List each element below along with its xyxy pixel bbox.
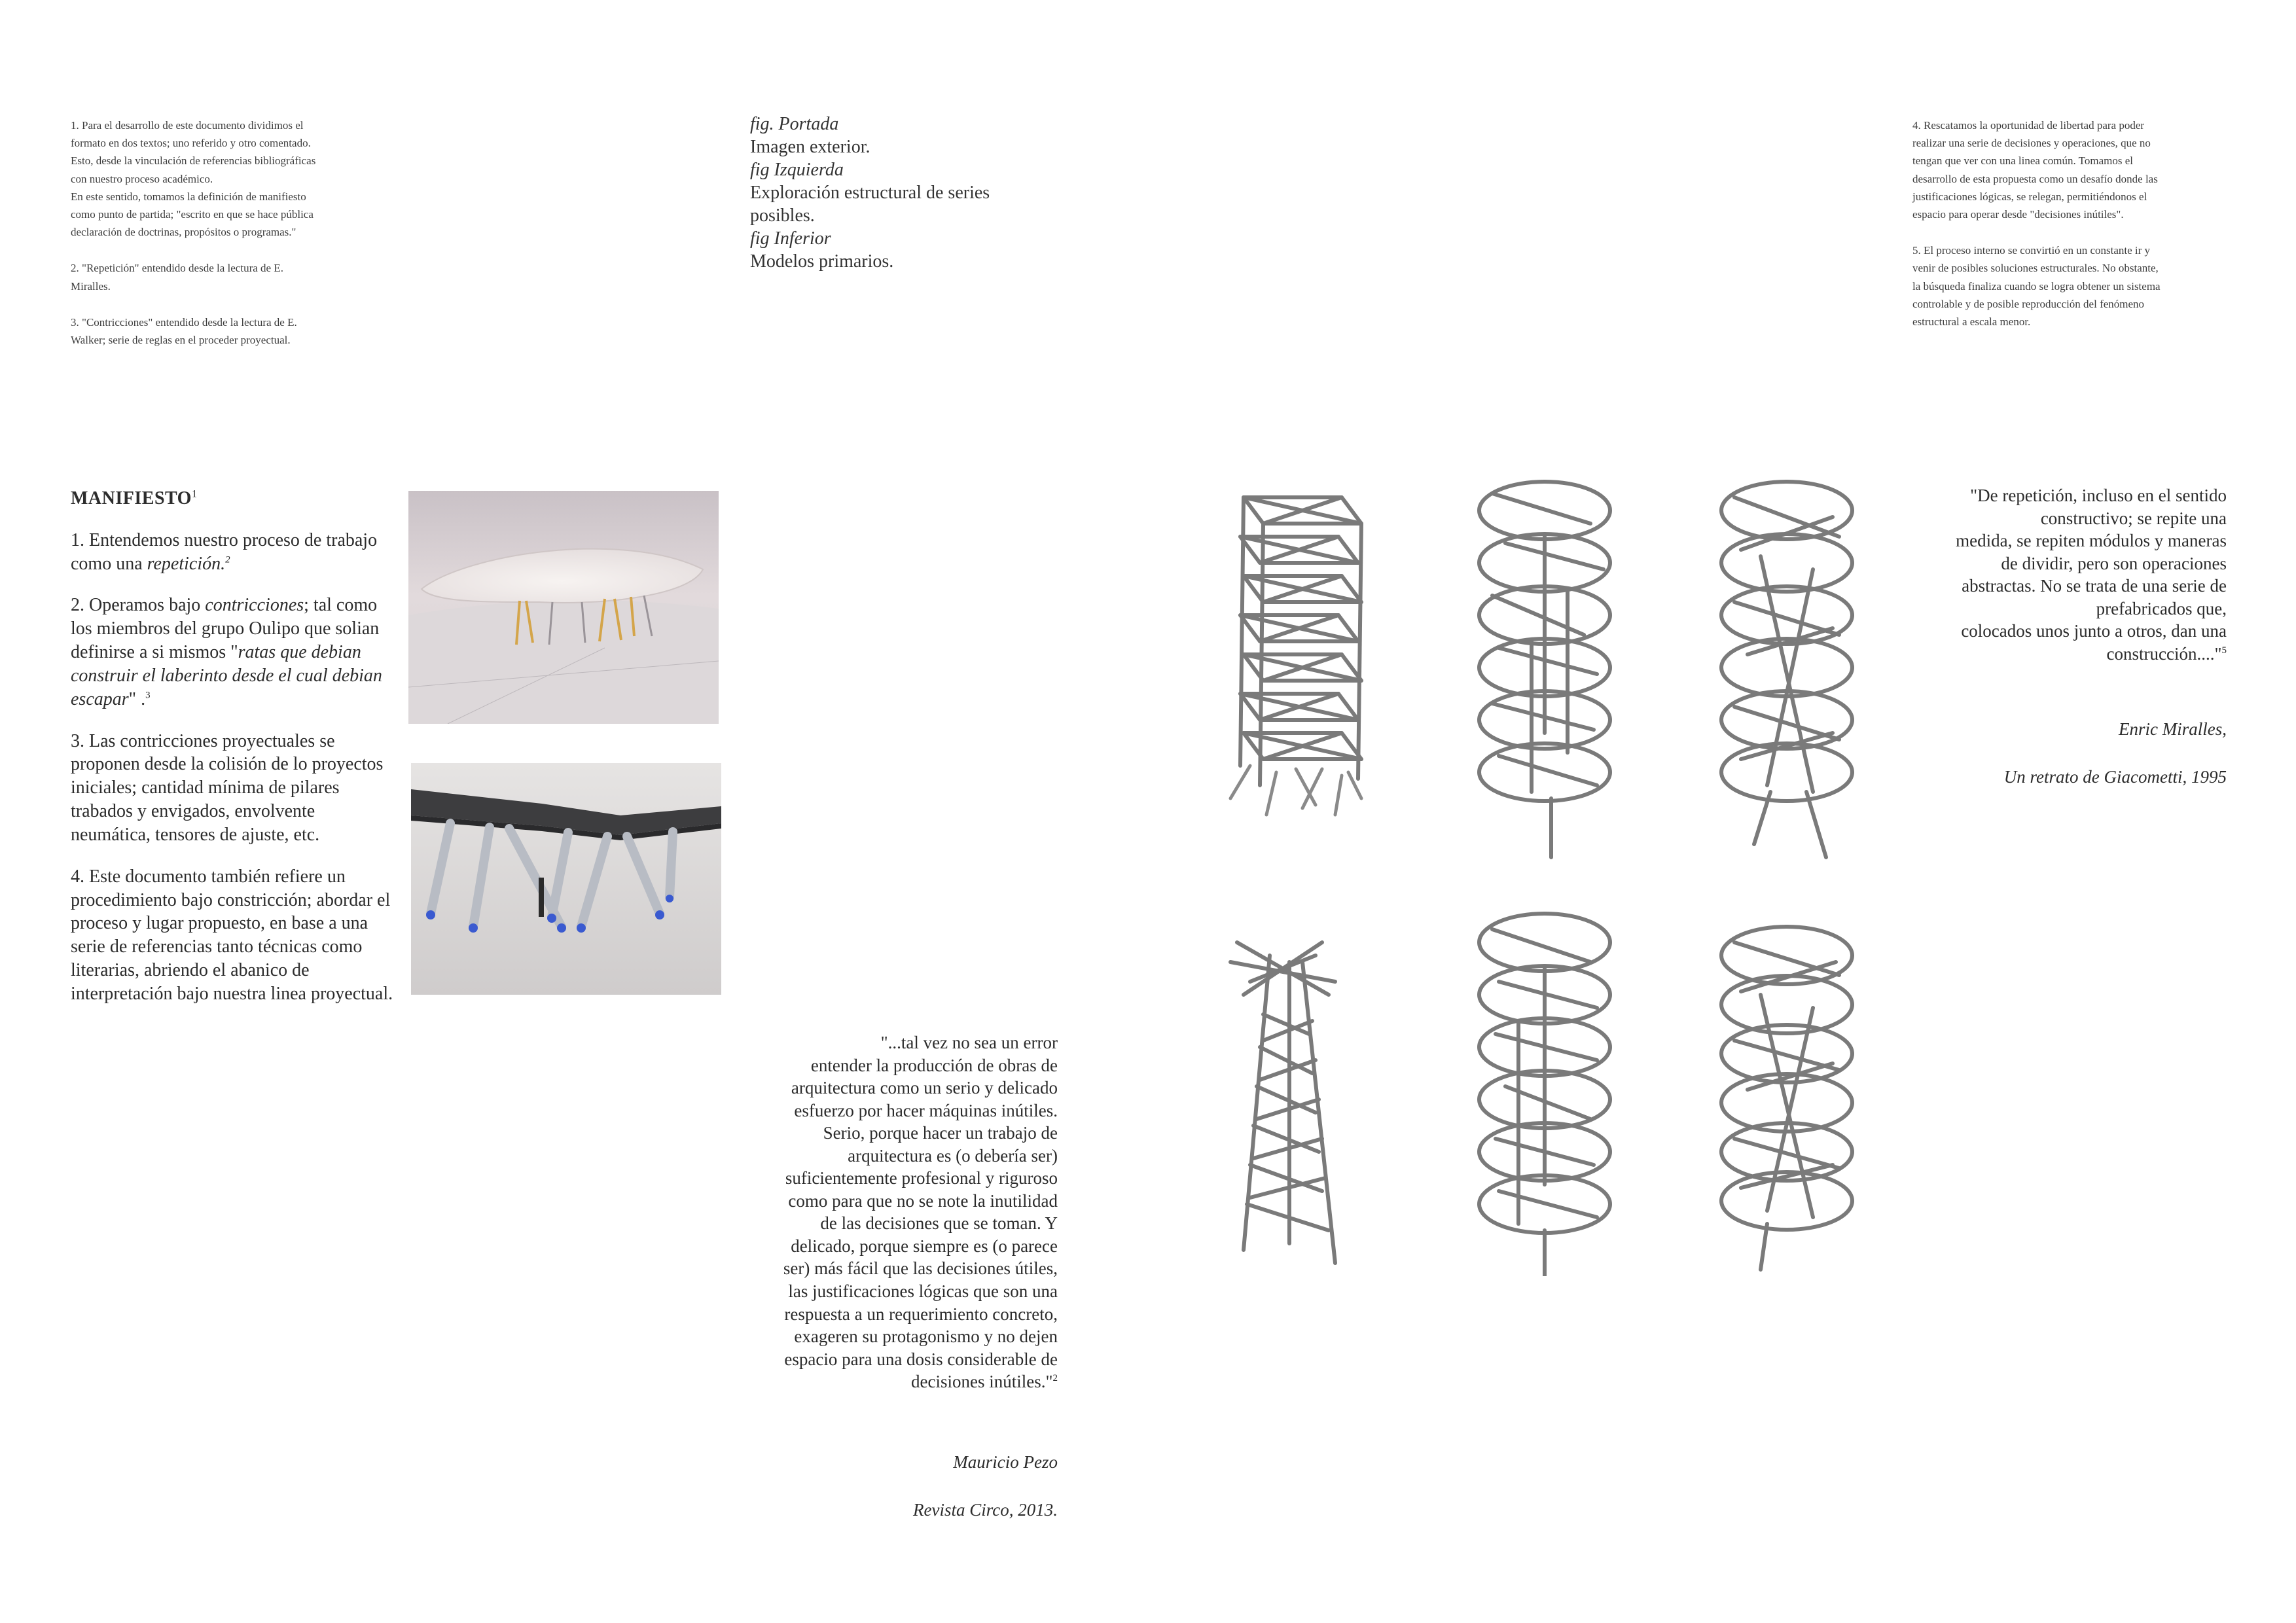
caption-fig-portada-text: Imagen exterior.	[750, 137, 870, 157]
structure-tower-square-lattice	[1230, 497, 1361, 815]
quote-miralles-text: "De repetición, incluso en el sentido constructivo; se repite una medida, se repiten módulos y maneras de dividir, pero son operaciones abstractas. No se trata de una serie de prefabricados que, colocados unos junto a otros, dan una construcción...."	[1956, 486, 2227, 664]
footnotes-left	[71, 116, 378, 367]
caption-fig-izquierda-label: fig Izquierda	[750, 160, 844, 180]
quote-miralles-author: Enric Miralles,	[2119, 719, 2227, 740]
quote-pezo-source: Revista Circo, 2013.	[913, 1500, 1058, 1520]
structure-tower-pylon	[1230, 942, 1335, 1263]
structure-tower-rings-1	[1479, 482, 1610, 857]
quote-pezo	[711, 1031, 1058, 1393]
quote-pezo-text: "...tal vez no sea un error entender la producción de obras de arquitectura como un serio y delicado esfuerzo por hacer máquinas inútiles. Serio, porque hacer un trabajo de arquitectura es (o debería ser) suficientemente profesional y riguroso como para que no se note la inutilidad de las decisiones que se toman. Y delicado, porque siempre es (o parece ser) más fácil que las decisiones útiles, las justificaciones lógicas que son una respuesta a un requerimiento concreto, exageren su protagonismo y no dejen espacio para una dosis considerable de decisiones inútiles."	[783, 1033, 1058, 1392]
figure-captions	[750, 113, 1025, 273]
caption-fig-izquierda-text-1: Exploración estructural de series	[750, 183, 990, 203]
quote-miralles	[1886, 484, 2227, 665]
structure-tower-rings-4	[1721, 927, 1852, 1270]
footnote-2: 2. "Repetición" entendido desde la lectura de E. Miralles.	[71, 262, 283, 293]
caption-fig-izquierda-text-2: posibles.	[750, 205, 815, 226]
quote-pezo-sup: 2	[1052, 1373, 1058, 1384]
manifesto-point-1: 1. Entendemos nuestro proceso de trabajo como una repetición.$^2$	[71, 529, 378, 574]
caption-fig-inferior-label: fig Inferior	[750, 228, 831, 249]
footnote-1: 1. Para el desarrollo de este documento dividimos el formato en dos textos; uno referido y otro comentado. Esto, desde la vinculación de referencias bibliográficas con nuestro proceso académico. En este sentido, tomamos la definición de manifiesto como punto de partida; "escrito en que se hace pública declaración de doctrinas, propósitos o programas."	[71, 119, 316, 239]
manifesto-point-3: 3. Las contricciones proyectuales se proponen desde la colisión de lo proyectos iniciales; cantidad mínima de pilares trabados y envigados, envolvente neumática, tensores de ajuste, etc.	[71, 730, 384, 845]
manifesto-point-2: 2. Operamos bajo contricciones; tal como los miembros del grupo Oulipo que solian definirse a si mismos "ratas que debian construir el laberinto desde el cual debian escapar" .$^3$	[71, 595, 382, 709]
manifesto-point-4: 4. Este documento también refiere un procedimiento bajo constricción; abordar el proceso y lugar propuesto, en base a una serie de referencias tanto técnicas como literarias, abriendo el abanico de interpretación bajo nuestra linea proyectual.	[71, 866, 393, 1004]
caption-fig-portada-label: fig. Portada	[750, 114, 839, 134]
model-photo-tray-image	[411, 763, 721, 995]
structure-tower-rings-3	[1479, 914, 1610, 1276]
quote-pezo-author: Mauricio Pezo	[953, 1452, 1058, 1472]
model-photo-canopy	[408, 491, 719, 724]
quote-miralles-source: Un retrato de Giacometti, 1995	[2003, 767, 2227, 787]
quote-pezo-citation	[776, 1427, 1058, 1546]
footnotes-right	[1912, 116, 2227, 349]
footnote-5: 5. El proceso interno se convirtió en un constante ir y venir de posibles soluciones estructurales. No obstante, la búsqueda finaliza cuando se logra obtener un sistema controlable y de posible reproducción del fenómeno estructural a escala menor.	[1912, 244, 2161, 328]
quote-miralles-sup: 5	[2221, 645, 2227, 656]
footnote-4: 4. Rescatamos la oportunidad de libertad para poder realizar una serie de decisiones y operaciones, que no tengan que ver con una linea común. Tomamos el desarrollo de esta propuesta como un desafío donde las justificaciones lógicas, se relegan, permitiéndonos el espacio para operar desde "decisiones inútiles".	[1912, 119, 2158, 221]
model-photo-tray	[411, 763, 721, 995]
caption-fig-inferior-text: Modelos primarios.	[750, 251, 894, 272]
manifesto-title: MANIFIESTO$^1$	[71, 488, 198, 508]
quote-miralles-citation	[1899, 694, 2227, 813]
footnote-3: 3. "Contricciones" entendido desde la lectura de E. Walker; serie de reglas en el proceder proyectual.	[71, 315, 297, 346]
model-photo-canopy-image	[408, 491, 719, 724]
structure-drawings	[1204, 478, 1898, 1276]
structure-tower-rings-2	[1721, 482, 1852, 857]
manifesto	[71, 487, 398, 1024]
